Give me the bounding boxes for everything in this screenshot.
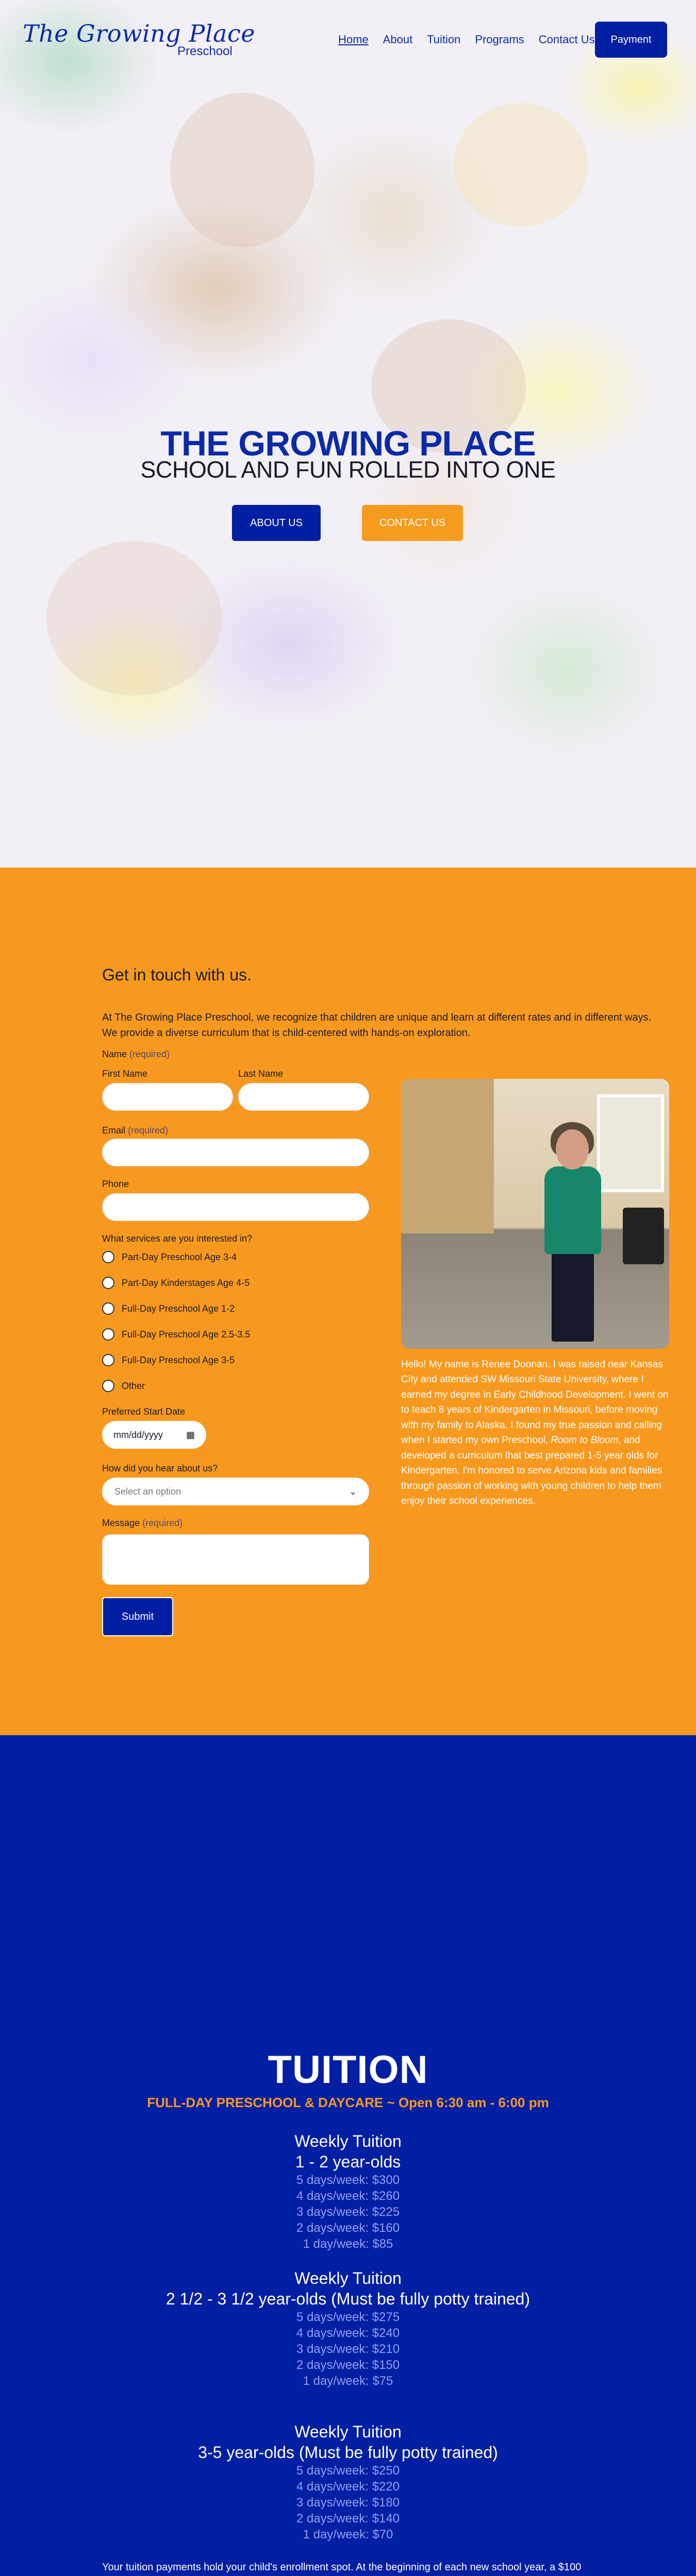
hero-section — [0, 0, 696, 868]
required-marker: (required) — [142, 1518, 183, 1528]
radio-button[interactable] — [102, 1251, 114, 1263]
tuition-rate: 4 days/week: $220 — [296, 2480, 400, 2494]
start-date-label: Preferred Start Date — [102, 1406, 186, 1417]
tuition-heading: Weekly Tuition — [294, 2422, 402, 2441]
first-name-input[interactable] — [102, 1083, 233, 1111]
service-option-label: Full-Day Preschool Age 2.5-3.5 — [122, 1329, 251, 1340]
tuition-rate: 5 days/week: $275 — [296, 2310, 400, 2324]
logo-text: The Growing Place — [23, 20, 255, 47]
hear-about-select[interactable] — [102, 1478, 369, 1505]
photo-wall — [401, 1079, 494, 1233]
about-us-button[interactable]: ABOUT US — [232, 505, 321, 541]
tuition-block — [0, 2131, 696, 2252]
tuition-section — [0, 1735, 696, 2576]
nav-about[interactable]: About — [383, 33, 413, 46]
message-label-text: Message — [102, 1518, 140, 1528]
tuition-rate: 3 days/week: $180 — [296, 2496, 400, 2510]
tuition-age-group: 3-5 year-olds (Must be fully potty trained) — [198, 2443, 498, 2462]
payment-button[interactable]: Payment — [595, 22, 667, 58]
tuition-block — [0, 2268, 696, 2389]
radio-button[interactable] — [102, 1380, 114, 1392]
last-name-label: Last Name — [238, 1069, 284, 1079]
email-input[interactable] — [102, 1139, 369, 1166]
main-nav — [338, 33, 595, 46]
hero-title: THE GROWING PLACE — [160, 424, 536, 463]
service-option[interactable] — [102, 1328, 250, 1341]
tuition-footer: Your tuition payments hold your child's enrollment spot. At the beginning of each new school year, a $100 — [102, 2562, 582, 2573]
nav-programs[interactable]: Programs — [475, 33, 524, 46]
service-option[interactable] — [102, 1354, 235, 1366]
service-option[interactable] — [102, 1251, 237, 1263]
contact-title: Get in touch with us. — [102, 965, 252, 984]
hero-subtitle: SCHOOL AND FUN ROLLED INTO ONE — [140, 456, 556, 483]
service-option-label: Part-Day Kinderstages Age 4-5 — [122, 1277, 250, 1288]
radio-button[interactable] — [102, 1302, 114, 1315]
tuition-rate: 4 days/week: $260 — [296, 2189, 400, 2203]
tuition-rate: 2 days/week: $150 — [296, 2358, 400, 2372]
bio-text: , and developed a curriculum that best prepared 1-5 year olds for Kindergarten. I'm honored to serve Arizona kids and families through passion of working with young children to help them enjoy their school experiences. — [401, 1435, 662, 1506]
tuition-age-group: 2 1/2 - 3 1/2 year-olds (Must be fully potty trained) — [165, 2290, 531, 2308]
services-label: What services are you interested in? — [102, 1233, 253, 1244]
tuition-heading: Weekly Tuition — [294, 2269, 402, 2287]
required-marker: (required) — [128, 1125, 169, 1136]
service-option[interactable] — [102, 1302, 235, 1315]
message-label — [102, 1518, 183, 1529]
photo-person-head — [556, 1129, 589, 1170]
radio-button[interactable] — [102, 1328, 114, 1341]
name-label-text: Name — [102, 1049, 127, 1059]
tuition-rate: 1 day/week: $75 — [303, 2374, 393, 2388]
tuition-rate: 1 day/week: $70 — [303, 2528, 393, 2541]
required-marker: (required) — [129, 1049, 170, 1059]
chevron-down-icon: ⌄ — [349, 1486, 357, 1497]
date-placeholder: mm/dd/yyyy — [113, 1429, 163, 1440]
tuition-rate: 2 days/week: $140 — [296, 2512, 400, 2526]
contact-intro: At The Growing Place Preschool, we recognize that children are unique and learn at different rates and in different ways. We provide a diverse curriculum that is child-centered with hands-on exploration. — [102, 1012, 652, 1039]
contact-us-button[interactable]: CONTACT US — [362, 505, 463, 541]
service-option-label: Part-Day Preschool Age 3-4 — [122, 1251, 237, 1262]
tuition-title: TUITION — [268, 2048, 428, 2092]
radio-button[interactable] — [102, 1354, 114, 1366]
tuition-rate: 3 days/week: $210 — [296, 2342, 400, 2356]
email-label — [102, 1125, 168, 1136]
tuition-heading: Weekly Tuition — [294, 2132, 402, 2150]
tuition-rate: 3 days/week: $225 — [296, 2205, 400, 2219]
radio-button[interactable] — [102, 1277, 114, 1289]
service-option-label: Full-Day Preschool Age 3-5 — [122, 1354, 235, 1365]
select-placeholder: Select an option — [114, 1486, 181, 1497]
logo-subtext: Preschool — [177, 44, 233, 58]
message-textarea[interactable] — [102, 1534, 369, 1585]
first-name-label: First Name — [102, 1069, 148, 1079]
submit-button[interactable]: Submit — [102, 1597, 173, 1636]
phone-input[interactable] — [102, 1193, 369, 1221]
director-photo — [401, 1079, 669, 1349]
bio-school-name: Room to Bloom — [551, 1435, 619, 1446]
photo-window — [597, 1094, 664, 1192]
photo-person-legs — [552, 1249, 594, 1342]
email-label-text: Email — [102, 1125, 126, 1136]
phone-label: Phone — [102, 1179, 129, 1189]
service-option[interactable] — [102, 1277, 250, 1289]
tuition-rate: 1 day/week: $85 — [303, 2237, 393, 2251]
service-option[interactable] — [102, 1380, 145, 1392]
name-label — [102, 1049, 170, 1060]
calendar-icon[interactable]: ▦ — [186, 1429, 195, 1440]
tuition-age-group: 1 - 2 year-olds — [295, 2153, 401, 2171]
photo-person-body — [544, 1166, 601, 1254]
contact-section — [0, 868, 696, 1735]
nav-tuition[interactable]: Tuition — [427, 33, 461, 46]
photo-chair — [623, 1208, 664, 1264]
tuition-rate: 2 days/week: $160 — [296, 2221, 400, 2235]
tuition-rate: 5 days/week: $250 — [296, 2464, 400, 2478]
tuition-subtitle: FULL-DAY PRESCHOOL & DAYCARE ~ Open 6:30 am - 6:00 pm — [147, 2095, 549, 2110]
tuition-rate: 4 days/week: $240 — [296, 2326, 400, 2340]
service-option-label: Other — [122, 1380, 145, 1391]
start-date-input[interactable] — [102, 1421, 206, 1449]
last-name-input[interactable] — [238, 1083, 369, 1111]
nav-contact[interactable]: Contact Us — [538, 33, 595, 46]
director-bio — [401, 1357, 669, 1509]
bio-text: Hello! My name is Renee Doonan. I was raised near Kansas City and attended SW Missouri State University, where I earned my degree in Early Childhood Development. I went on to teach 8 years of Kindergarten in Missouri, before moving with my family to Alaska. I found my true passion and calling when I started my own Preschool, — [401, 1359, 669, 1446]
hear-about-label: How did you hear about us? — [102, 1463, 218, 1473]
tuition-rate: 5 days/week: $300 — [296, 2173, 400, 2187]
tuition-block — [0, 2421, 696, 2543]
nav-home[interactable]: Home — [338, 33, 369, 46]
site-logo[interactable] — [23, 20, 255, 58]
service-option-label: Full-Day Preschool Age 1-2 — [122, 1303, 235, 1314]
